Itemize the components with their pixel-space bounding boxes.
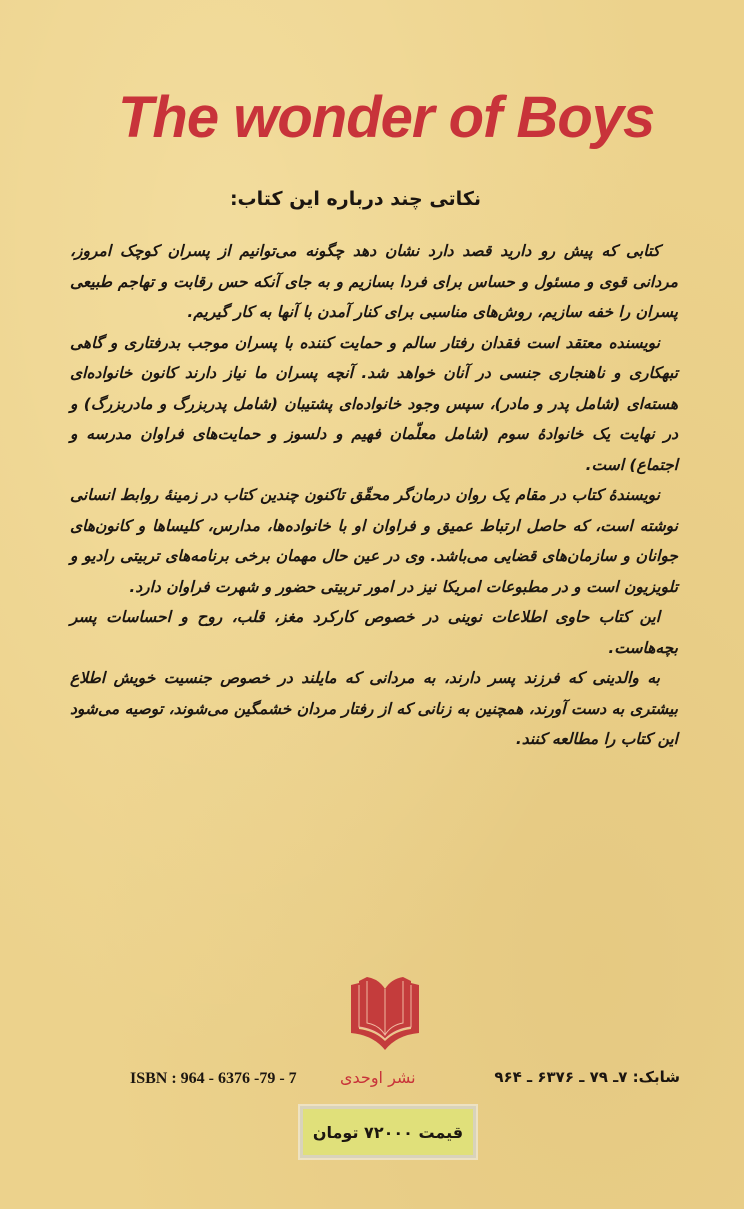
description-body [70, 236, 678, 755]
isbn-row [130, 1070, 680, 1094]
paragraph: به والدینی که فرزند پسر دارند، به مردانی که مایلند در خصوص جنسیت خویش اطلاع بیشتری به دست آورند، همچنین به زنانی که از رفتار مردان خشمگین می‌شوند، توصیه می‌شود این کتاب را مطالعه کنند. [70, 669, 678, 748]
paragraph: نویسندهٔ کتاب در مقام یک روان درمان‌گر محقّق تاکنون چندین کتاب در زمینهٔ روابط انسانی نوشته است، که حاصل ارتباط عمیق و فراوان او با خانواده‌ها، مدارس، کلیساها و کانون‌های جوانان و سازمان‌های قضایی می‌باشد. وی در عین حال مهمان برخی برنامه‌های تربیتی رادیو و تلویزیون است و در مطبوعات امریکا نیز در امور تربیتی حضور و شهرت فراوان دارد. [70, 486, 678, 596]
section-heading: نکاتی چند درباره این کتاب: [229, 188, 481, 210]
paragraph: کتابی که پیش رو دارید قصد دارد نشان دهد چگونه می‌توانیم از پسران کوچک امروز، مردانی قوی و مسئول و حساس برای فردا بسازیم و به جای آنکه حس رقابت و تهاجم طبیعی پسران را خفه سازیم، روش‌های مناسبی برای کنار آمدن با آنها به کار گیریم. [70, 242, 678, 321]
price-sticker [300, 1106, 476, 1158]
isbn-persian: شابک: ۷ـ ۷۹ ـ ۶۳۷۶ ـ ۹۶۴ [494, 1068, 680, 1086]
publisher-name: نشر اوحدی [340, 1068, 416, 1087]
paragraph: این کتاب حاوی اطلاعات نوینی در خصوص کارکرد مغز، قلب، روح و احساسات پسر بچه‌هاست. [70, 608, 678, 657]
open-book-icon [345, 975, 425, 1050]
price-label: قیمت ۷۲۰۰۰ تومان [312, 1122, 464, 1142]
isbn-english: ISBN : 964 - 6376 -79 - 7 [130, 1070, 297, 1087]
book-title: The wonder of Boys [118, 85, 655, 150]
paragraph: نویسنده معتقد است فقدان رفتار سالم و حمایت کننده با پسران موجب بدرفتاری و گاهی تبهکاری و ناهنجاری جنسی در آنان خواهد شد. آنچه پسران ما نیاز دارند کانون خانواده‌ای هسته‌ای (شامل پدر و مادر)، سپس وجود خانواده‌ای پشتیبان (شامل پدربزرگ و مادربزرگ) و در نهایت یک خانوادهٔ سوم (شامل معلّمان فهیم و دلسوز و حمایت‌های فراوان مدرسه و اجتماع) است. [70, 333, 678, 474]
